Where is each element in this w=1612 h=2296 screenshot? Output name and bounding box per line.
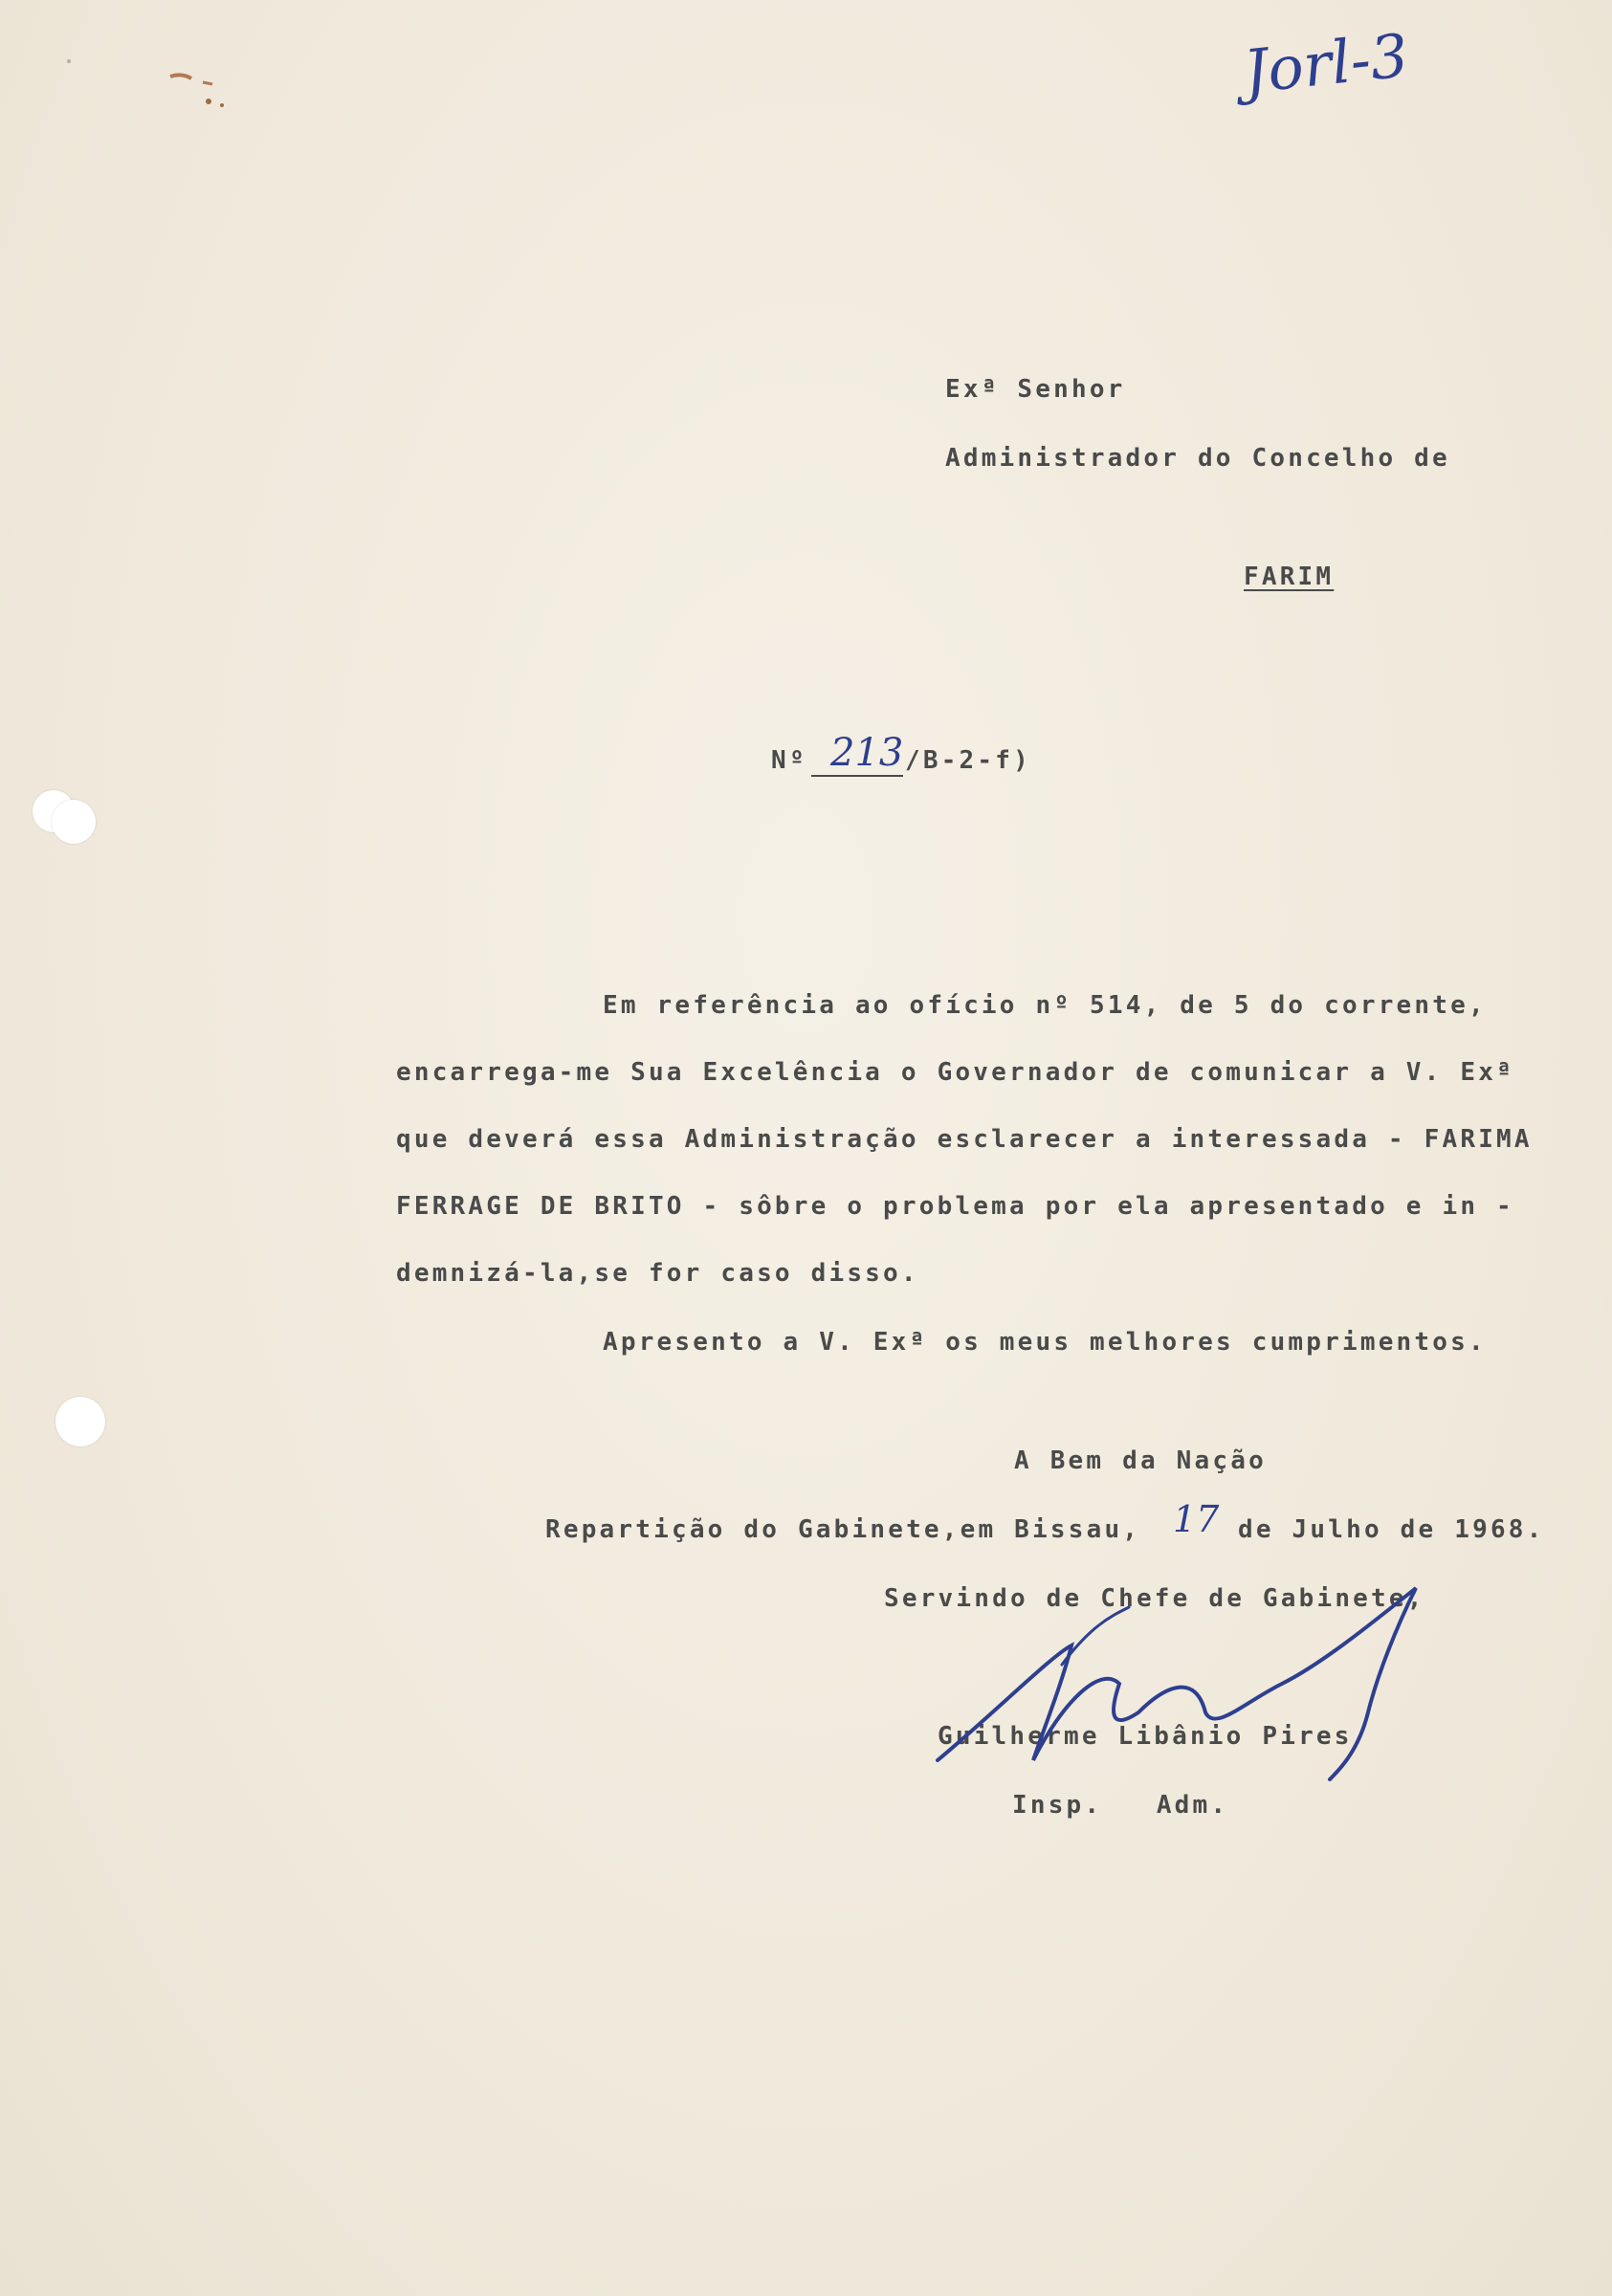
motto: A Bem da Nação <box>1014 1446 1267 1475</box>
place-date-before: Repartição do Gabinete,em Bissau, <box>545 1515 1141 1544</box>
body-line-2: encarrega-me Sua Excelência o Governador de comunicar a V. Exª <box>396 1058 1514 1087</box>
signer-role: Servindo de Chefe de Gabinete, <box>884 1584 1425 1613</box>
place-date-after: de Julho de 1968. <box>1238 1515 1545 1544</box>
reference-blank-line <box>811 775 903 777</box>
punch-hole-upper-2 <box>52 800 96 844</box>
body-line-4: FERRAGE DE BRITO - sôbre o problema por ela apresentado e in - <box>396 1192 1514 1221</box>
reference-number: 213 <box>830 731 904 775</box>
paper-specks <box>0 0 287 134</box>
closing-line: Apresento a V. Exª os meus melhores cumprimentos. <box>603 1328 1487 1357</box>
addressee-title: Administrador do Concelho de <box>945 444 1450 473</box>
body-line-3: que deverá essa Administração esclarecer a interessada - FARIMA <box>396 1125 1533 1154</box>
body-line-1: Em referência ao ofício nº 514, de 5 do corrente, <box>603 991 1487 1020</box>
signature <box>918 1569 1454 1799</box>
addressee-place: FARIM <box>1244 563 1335 591</box>
body-line-5: demnizá-la,se for caso disso. <box>396 1259 919 1288</box>
punch-hole-lower <box>55 1397 105 1446</box>
reference-suffix: /B-2-f) <box>905 746 1031 775</box>
salutation: Exª Senhor <box>945 375 1126 404</box>
signatory-name: Guilherme Libânio Pires <box>938 1722 1353 1751</box>
archive-mark: Jorl-3 <box>1240 20 1412 107</box>
signatory-rank: Insp. Adm. <box>1012 1791 1229 1820</box>
reference-prefix: Nº <box>771 746 807 775</box>
date-day: 17 <box>1173 1498 1220 1540</box>
